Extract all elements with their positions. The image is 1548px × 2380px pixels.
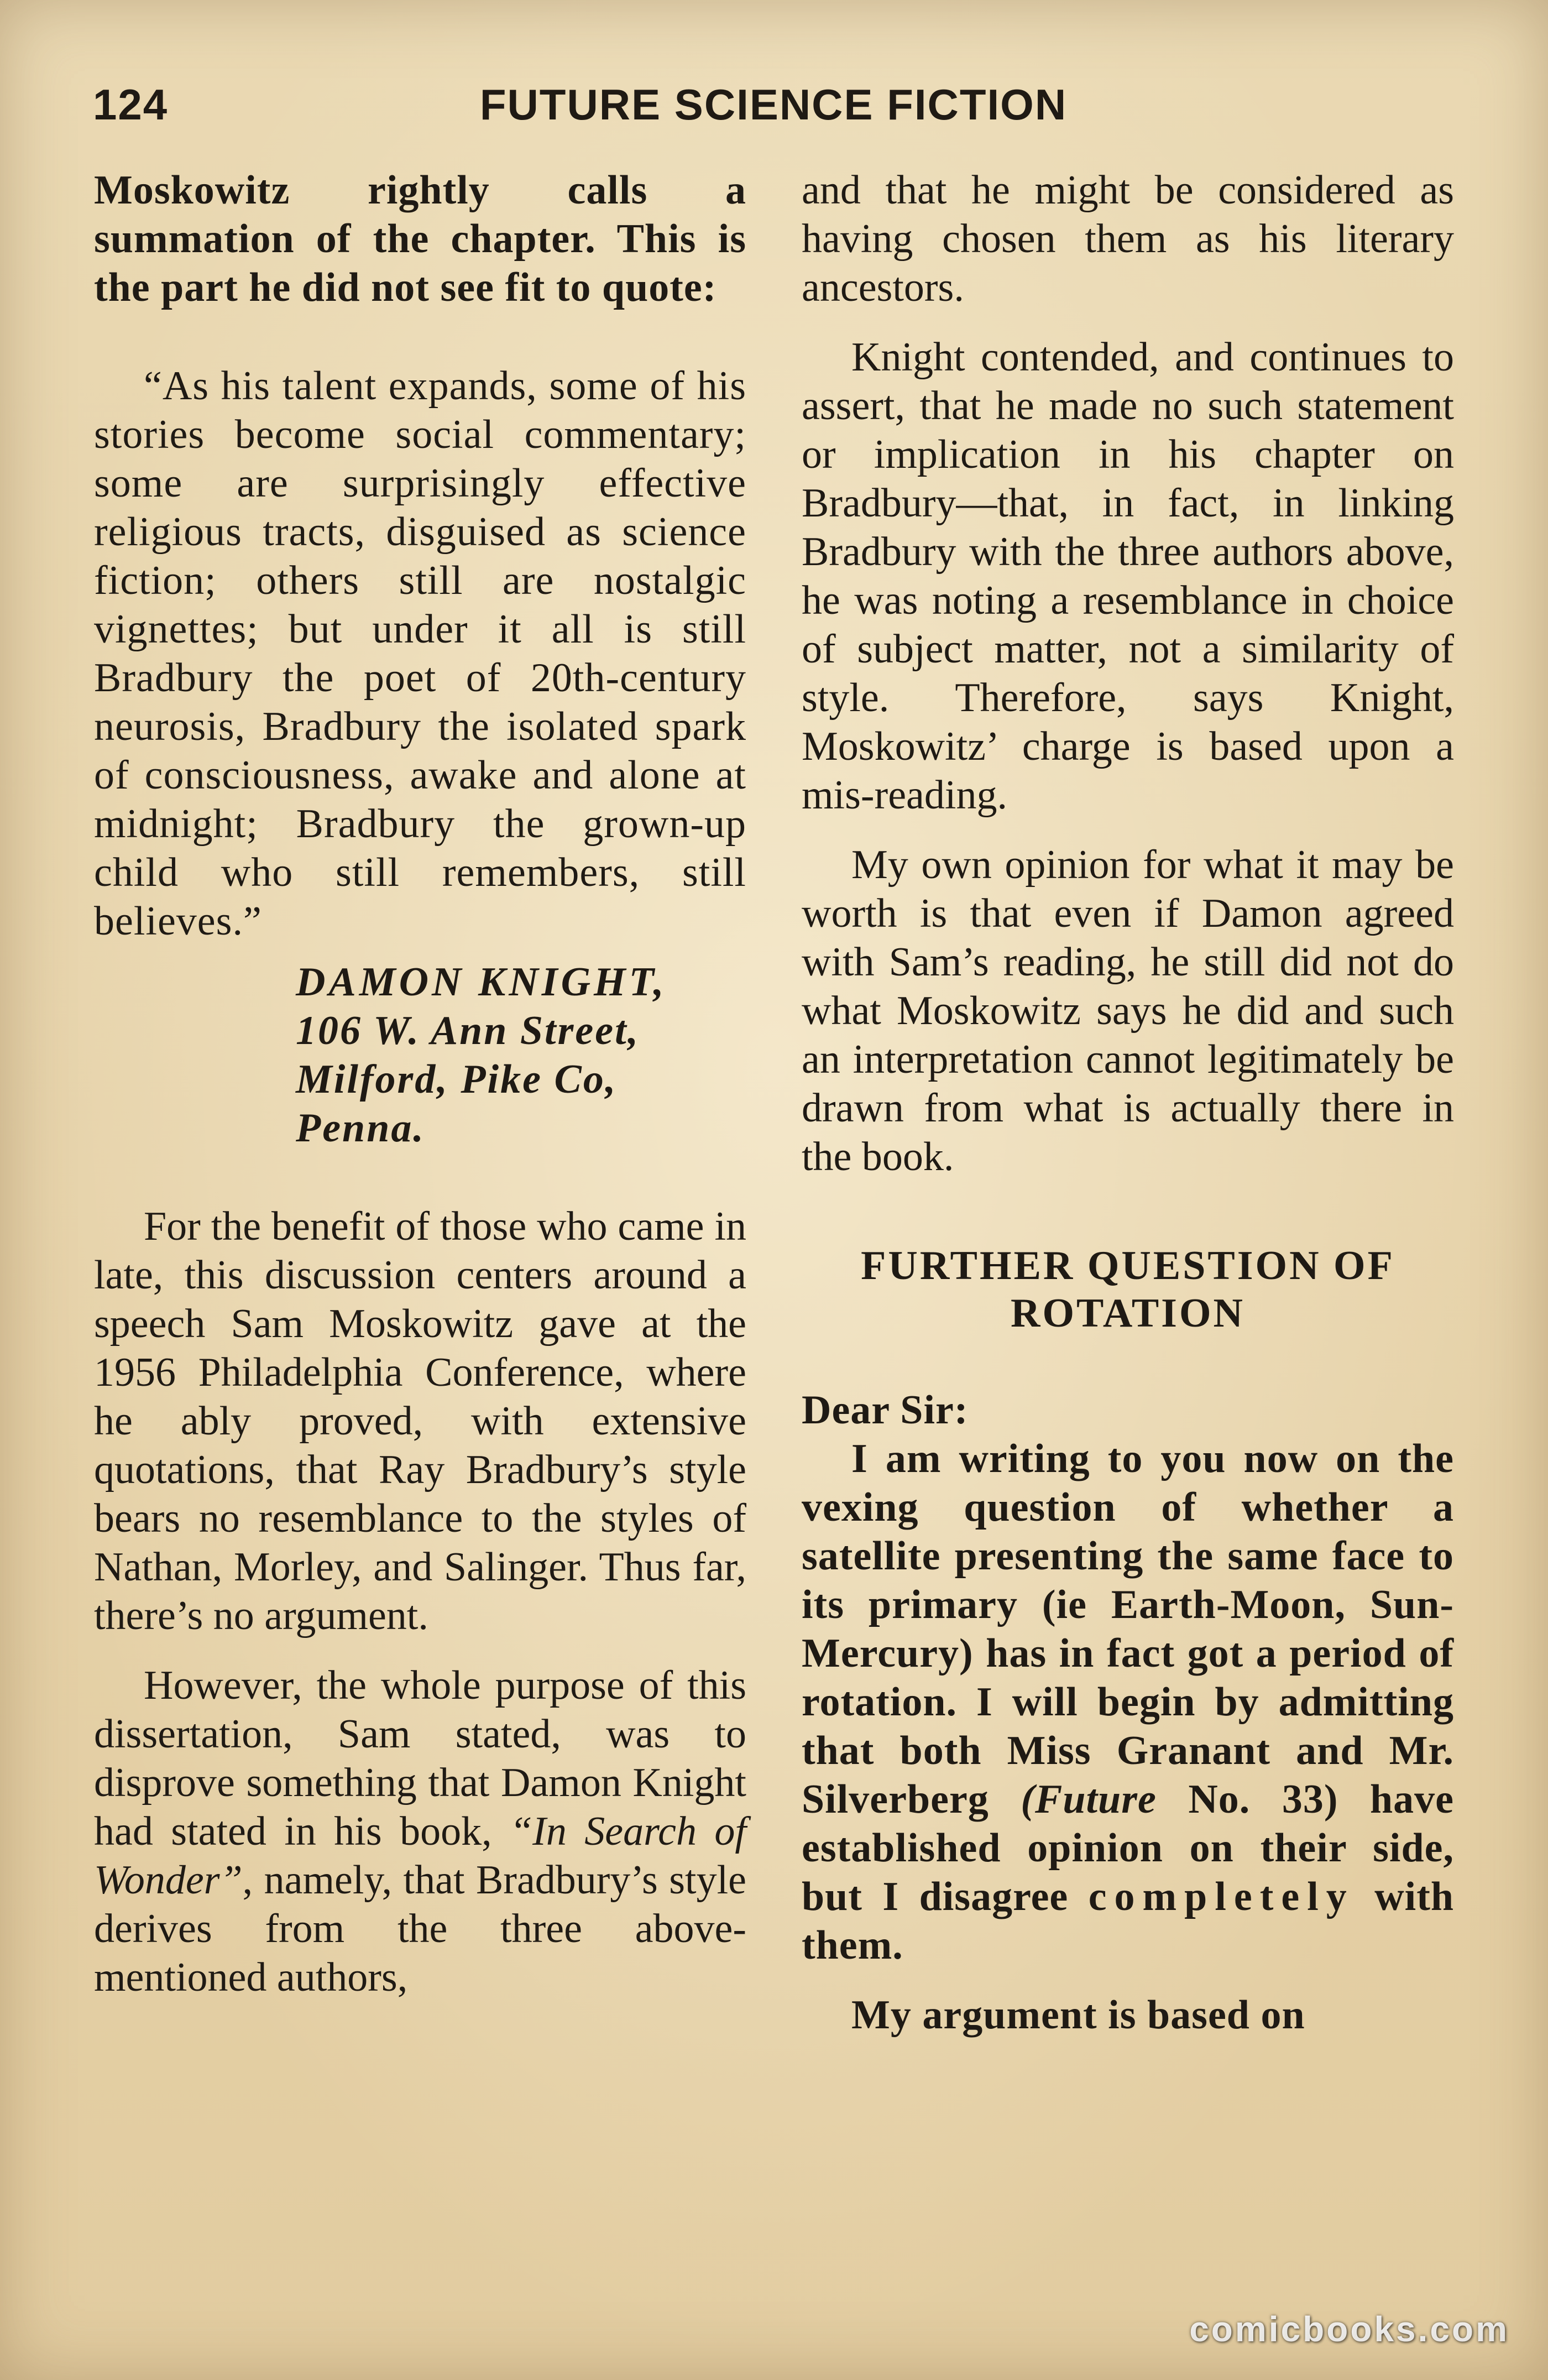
paragraph-text: I am writing to you now on the vexing question of whether a satellite presenting the same face to its primary (ie Earth-Moon, Sun-Mercury) has in fact got a period of rotation. I will begin by admitting that both Miss Granant and Mr. Silverberg <box>802 1436 1454 1822</box>
letter-paragraph-1 <box>802 1434 1454 1970</box>
section-heading-line-1: FURTHER QUESTION OF <box>861 1243 1395 1288</box>
letter-signature <box>296 958 746 1152</box>
page-header <box>93 80 1454 138</box>
site-watermark: comicbooks.com <box>1189 2309 1509 2349</box>
paragraph-text: No. 33) have established opinion on their side, but I disagree <box>802 1777 1454 1919</box>
spaced-emphasis: completely <box>1088 1874 1354 1919</box>
quoted-passage: “As his talent expands, some of his stories become social commentary; some are surprisingly effective religious tracts, disguised as science fiction; others still are nostalgic vignettes; but under it all is still Bradbury the poet of 20th-century neurosis, Bradbury the isolated spark of consciousness, awake and alone at midnight; Bradbury the grown-up child who still remembers, still believes.” <box>94 363 746 944</box>
paragraph-text: However, the whole purpose of this dissertation, Sam stated, was to disprove something that Damon Knight had stated in his book, <box>94 1663 746 1854</box>
section-heading <box>802 1242 1454 1337</box>
book-title: “In Search of Wonder” <box>94 1809 746 1903</box>
running-head-title: FUTURE SCIENCE FICTION <box>479 80 1068 129</box>
magazine-reference: (Future <box>1021 1777 1157 1822</box>
editor-response-paragraph-3: and that he might be considered as having chosen them as his literary ancestors. <box>802 168 1454 310</box>
signature-name: DAMON KNIGHT, <box>296 959 667 1005</box>
letter-closing-paragraph: Moskowitz rightly calls a summation of the chapter. This is the part he did not see fit to quote: <box>94 168 746 310</box>
right-column <box>802 166 1454 2039</box>
paragraph-text: , namely, that Bradbury’s style derives from the three above-mentioned authors, <box>94 1857 746 2000</box>
editor-response-paragraph-4: Knight contended, and continues to assert, that he made no such statement or implication in his chapter on Bradbury—that, in fact, in linking Bradbury with the three authors above, he was noting a resemblance in choice of subject matter, not a similarity of style. Therefore, says Knight, Moskowitz’ charge is based upon a mis-reading. <box>802 335 1454 818</box>
signature-address-street: 106 W. Ann Street, <box>296 1008 640 1053</box>
editor-response-paragraph-1: For the benefit of those who came in late, this discussion centers around a speech Sam Moskowitz gave at the 1956 Philadelphia Conference, where he ably proved, with extensive quotations, that Ray Bradbury’s style bears no resemblance to the styles of Nathan, Morley, and Salinger. Thus far, there’s no argument. <box>94 1204 746 1638</box>
letter-salutation: Dear Sir: <box>802 1387 969 1433</box>
paragraph-text: with them. <box>802 1874 1454 1968</box>
page-number: 124 <box>93 80 169 129</box>
editor-response-paragraph-2 <box>94 1661 746 2002</box>
editor-response-paragraph-5: My own opinion for what it may be worth is that even if Damon agreed with Sam’s reading, he still did not do what Moskowitz says he did and such an interpretation cannot legitimately be drawn from what is actually there in the book. <box>802 842 1454 1179</box>
left-column <box>94 166 746 2002</box>
section-heading-line-2: ROTATION <box>1011 1291 1245 1336</box>
letter-paragraph-2: My argument is based on <box>851 1992 1305 2038</box>
signature-address-state: Penna. <box>296 1105 425 1151</box>
signature-address-town: Milford, Pike Co, <box>296 1057 618 1102</box>
